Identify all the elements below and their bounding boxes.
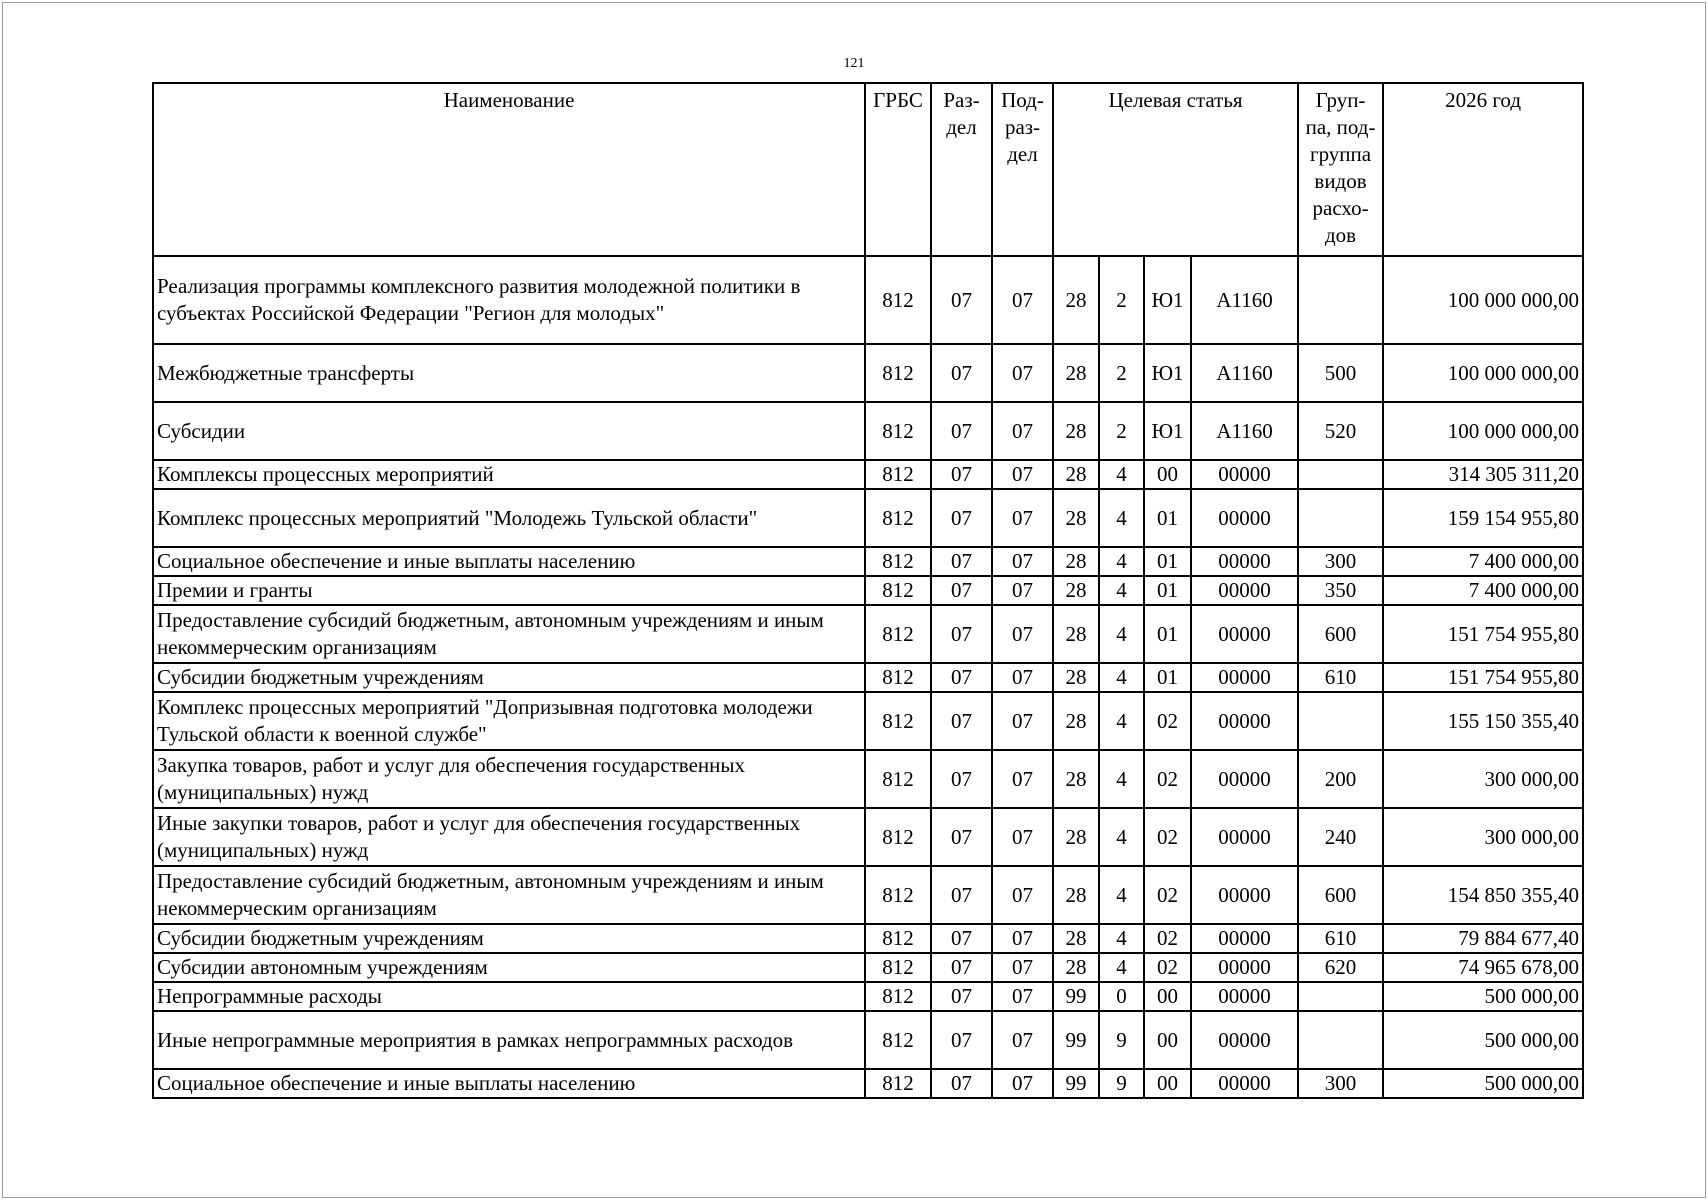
row-name: Комплексы процессных мероприятий (153, 460, 865, 489)
row-target-direction: 00000 (1191, 808, 1298, 866)
row-subsection: 07 (992, 460, 1053, 489)
row-expense-group: 350 (1298, 576, 1383, 605)
row-expense-group: 600 (1298, 605, 1383, 663)
row-section: 07 (931, 692, 992, 750)
row-target-type: 9 (1099, 1011, 1144, 1069)
row-amount: 79 884 677,40 (1383, 924, 1583, 953)
row-target-program: 28 (1053, 344, 1099, 402)
row-amount: 151 754 955,80 (1383, 663, 1583, 692)
row-target-direction: 00000 (1191, 576, 1298, 605)
budget-table (152, 82, 1584, 1099)
row-target-type: 4 (1099, 692, 1144, 750)
row-name: Субсидии (153, 402, 865, 460)
row-amount: 300 000,00 (1383, 808, 1583, 866)
row-expense-group: 610 (1298, 663, 1383, 692)
row-expense-group: 300 (1298, 547, 1383, 576)
row-name: Закупка товаров, работ и услуг для обеспечения государственных (муниципальных) нужд (153, 750, 865, 808)
header-grbs: ГРБС (865, 83, 931, 256)
table-row (153, 576, 1583, 605)
row-section: 07 (931, 750, 992, 808)
row-target-direction: 00000 (1191, 663, 1298, 692)
row-target-direction: 00000 (1191, 750, 1298, 808)
table-row (153, 663, 1583, 692)
row-name: Комплекс процессных мероприятий "Допризывная подготовка молодежи Тульской области к военной службе" (153, 692, 865, 750)
row-target-structural: Ю1 (1144, 402, 1191, 460)
row-expense-group (1298, 256, 1383, 344)
row-grbs: 812 (865, 1069, 931, 1098)
row-target-program: 28 (1053, 489, 1099, 547)
row-target-structural: Ю1 (1144, 344, 1191, 402)
row-target-structural: 02 (1144, 953, 1191, 982)
row-subsection: 07 (992, 953, 1053, 982)
row-amount: 7 400 000,00 (1383, 576, 1583, 605)
row-target-type: 4 (1099, 808, 1144, 866)
row-name: Субсидии автономным учреждениям (153, 953, 865, 982)
row-target-program: 28 (1053, 924, 1099, 953)
row-target-structural: 00 (1144, 1069, 1191, 1098)
table-row (153, 982, 1583, 1011)
row-name: Межбюджетные трансферты (153, 344, 865, 402)
row-grbs: 812 (865, 953, 931, 982)
row-target-program: 28 (1053, 750, 1099, 808)
row-target-structural: 02 (1144, 692, 1191, 750)
row-target-direction: 00000 (1191, 924, 1298, 953)
row-target-program: 28 (1053, 663, 1099, 692)
row-subsection: 07 (992, 982, 1053, 1011)
row-target-type: 4 (1099, 576, 1144, 605)
row-grbs: 812 (865, 692, 931, 750)
table-row (153, 808, 1583, 866)
row-grbs: 812 (865, 808, 931, 866)
row-amount: 100 000 000,00 (1383, 344, 1583, 402)
row-expense-group: 520 (1298, 402, 1383, 460)
row-target-program: 99 (1053, 982, 1099, 1011)
row-target-type: 2 (1099, 256, 1144, 344)
row-amount: 100 000 000,00 (1383, 402, 1583, 460)
row-target-direction: 00000 (1191, 489, 1298, 547)
row-grbs: 812 (865, 344, 931, 402)
row-name: Комплекс процессных мероприятий "Молодежь Тульской области" (153, 489, 865, 547)
header-target: Целевая статья (1053, 83, 1298, 256)
table-body (153, 256, 1583, 1098)
row-amount: 500 000,00 (1383, 1069, 1583, 1098)
row-name: Непрограммные расходы (153, 982, 865, 1011)
row-target-structural: 02 (1144, 808, 1191, 866)
table-row (153, 750, 1583, 808)
row-subsection: 07 (992, 256, 1053, 344)
row-target-direction: 00000 (1191, 982, 1298, 1011)
row-target-type: 4 (1099, 663, 1144, 692)
row-subsection: 07 (992, 866, 1053, 924)
row-target-direction: 00000 (1191, 1069, 1298, 1098)
page-number: 121 (843, 56, 865, 71)
header-group: Груп- па, под- группа видов расхо- дов (1298, 83, 1383, 256)
row-expense-group (1298, 489, 1383, 547)
header-row (153, 83, 1583, 256)
row-expense-group: 620 (1298, 953, 1383, 982)
row-grbs: 812 (865, 1011, 931, 1069)
row-target-program: 28 (1053, 460, 1099, 489)
header-year: 2026 год (1383, 83, 1583, 256)
row-target-structural: 01 (1144, 489, 1191, 547)
row-subsection: 07 (992, 750, 1053, 808)
header-section: Раз- дел (931, 83, 992, 256)
row-target-direction: 00000 (1191, 547, 1298, 576)
table-row (153, 460, 1583, 489)
row-section: 07 (931, 663, 992, 692)
table-row (153, 866, 1583, 924)
row-amount: 7 400 000,00 (1383, 547, 1583, 576)
row-target-direction: 00000 (1191, 866, 1298, 924)
row-grbs: 812 (865, 750, 931, 808)
row-expense-group: 240 (1298, 808, 1383, 866)
row-amount: 154 850 355,40 (1383, 866, 1583, 924)
row-section: 07 (931, 866, 992, 924)
row-subsection: 07 (992, 692, 1053, 750)
row-target-type: 9 (1099, 1069, 1144, 1098)
row-target-direction: 00000 (1191, 1011, 1298, 1069)
row-target-structural: 00 (1144, 982, 1191, 1011)
row-section: 07 (931, 808, 992, 866)
row-target-direction: 00000 (1191, 605, 1298, 663)
row-grbs: 812 (865, 547, 931, 576)
row-target-program: 28 (1053, 866, 1099, 924)
row-expense-group (1298, 1011, 1383, 1069)
row-target-program: 28 (1053, 547, 1099, 576)
row-target-structural: 01 (1144, 547, 1191, 576)
row-target-type: 2 (1099, 402, 1144, 460)
row-grbs: 812 (865, 402, 931, 460)
row-amount: 300 000,00 (1383, 750, 1583, 808)
row-section: 07 (931, 256, 992, 344)
table-row (153, 924, 1583, 953)
row-name: Иные непрограммные мероприятия в рамках непрограммных расходов (153, 1011, 865, 1069)
table-row (153, 1069, 1583, 1098)
row-target-type: 4 (1099, 750, 1144, 808)
table-row (153, 402, 1583, 460)
row-target-direction: А1160 (1191, 256, 1298, 344)
header-subsection: Под- раз- дел (992, 83, 1053, 256)
row-expense-group: 200 (1298, 750, 1383, 808)
row-target-structural: 02 (1144, 750, 1191, 808)
row-target-direction: 00000 (1191, 953, 1298, 982)
row-target-type: 4 (1099, 547, 1144, 576)
row-section: 07 (931, 344, 992, 402)
table-row (153, 692, 1583, 750)
row-target-structural: 02 (1144, 924, 1191, 953)
row-target-program: 99 (1053, 1011, 1099, 1069)
table-row (153, 953, 1583, 982)
row-subsection: 07 (992, 663, 1053, 692)
row-amount: 100 000 000,00 (1383, 256, 1583, 344)
row-target-structural: 02 (1144, 866, 1191, 924)
row-name: Субсидии бюджетным учреждениям (153, 924, 865, 953)
row-section: 07 (931, 576, 992, 605)
row-grbs: 812 (865, 460, 931, 489)
row-section: 07 (931, 924, 992, 953)
row-target-program: 28 (1053, 576, 1099, 605)
row-subsection: 07 (992, 1069, 1053, 1098)
row-target-direction: А1160 (1191, 402, 1298, 460)
row-target-program: 28 (1053, 808, 1099, 866)
row-subsection: 07 (992, 576, 1053, 605)
row-grbs: 812 (865, 982, 931, 1011)
row-target-structural: 00 (1144, 1011, 1191, 1069)
row-target-type: 4 (1099, 605, 1144, 663)
row-subsection: 07 (992, 924, 1053, 953)
row-target-type: 0 (1099, 982, 1144, 1011)
row-expense-group: 500 (1298, 344, 1383, 402)
row-target-type: 4 (1099, 924, 1144, 953)
row-target-program: 28 (1053, 256, 1099, 344)
row-target-program: 99 (1053, 1069, 1099, 1098)
row-target-program: 28 (1053, 953, 1099, 982)
row-expense-group: 300 (1298, 1069, 1383, 1098)
row-subsection: 07 (992, 402, 1053, 460)
row-section: 07 (931, 489, 992, 547)
row-expense-group (1298, 460, 1383, 489)
row-section: 07 (931, 460, 992, 489)
row-subsection: 07 (992, 808, 1053, 866)
row-amount: 155 150 355,40 (1383, 692, 1583, 750)
row-grbs: 812 (865, 866, 931, 924)
row-target-structural: 01 (1144, 576, 1191, 605)
row-expense-group: 610 (1298, 924, 1383, 953)
row-expense-group: 600 (1298, 866, 1383, 924)
row-grbs: 812 (865, 605, 931, 663)
row-section: 07 (931, 953, 992, 982)
row-expense-group (1298, 692, 1383, 750)
row-grbs: 812 (865, 489, 931, 547)
row-section: 07 (931, 1069, 992, 1098)
row-target-type: 4 (1099, 866, 1144, 924)
row-amount: 159 154 955,80 (1383, 489, 1583, 547)
row-target-type: 2 (1099, 344, 1144, 402)
row-subsection: 07 (992, 547, 1053, 576)
row-grbs: 812 (865, 924, 931, 953)
table-row (153, 344, 1583, 402)
row-grbs: 812 (865, 576, 931, 605)
row-target-direction: 00000 (1191, 460, 1298, 489)
row-section: 07 (931, 605, 992, 663)
row-grbs: 812 (865, 256, 931, 344)
row-target-program: 28 (1053, 605, 1099, 663)
row-target-direction: 00000 (1191, 692, 1298, 750)
row-target-type: 4 (1099, 489, 1144, 547)
row-name: Иные закупки товаров, работ и услуг для обеспечения государственных (муниципальных) нужд (153, 808, 865, 866)
row-subsection: 07 (992, 344, 1053, 402)
row-amount: 74 965 678,00 (1383, 953, 1583, 982)
row-target-structural: 01 (1144, 663, 1191, 692)
row-grbs: 812 (865, 663, 931, 692)
row-target-program: 28 (1053, 402, 1099, 460)
row-name: Предоставление субсидий бюджетным, автономным учреждениям и иным некоммерческим организациям (153, 866, 865, 924)
table-row (153, 1011, 1583, 1069)
row-name: Премии и гранты (153, 576, 865, 605)
row-target-type: 4 (1099, 953, 1144, 982)
row-section: 07 (931, 547, 992, 576)
table-row (153, 256, 1583, 344)
row-section: 07 (931, 1011, 992, 1069)
header-name: Наименование (153, 83, 865, 256)
row-name: Реализация программы комплексного развития молодежной политики в субъектах Российской Федерации "Регион для молодых" (153, 256, 865, 344)
row-name: Предоставление субсидий бюджетным, автономным учреждениям и иным некоммерческим организациям (153, 605, 865, 663)
row-name: Социальное обеспечение и иные выплаты населению (153, 547, 865, 576)
row-target-program: 28 (1053, 692, 1099, 750)
table-row (153, 489, 1583, 547)
row-subsection: 07 (992, 1011, 1053, 1069)
row-name: Социальное обеспечение и иные выплаты населению (153, 1069, 865, 1098)
row-amount: 500 000,00 (1383, 982, 1583, 1011)
row-amount: 500 000,00 (1383, 1011, 1583, 1069)
row-target-structural: 01 (1144, 605, 1191, 663)
row-target-type: 4 (1099, 460, 1144, 489)
row-section: 07 (931, 402, 992, 460)
row-target-structural: 00 (1144, 460, 1191, 489)
row-subsection: 07 (992, 489, 1053, 547)
row-subsection: 07 (992, 605, 1053, 663)
row-name: Субсидии бюджетным учреждениям (153, 663, 865, 692)
row-section: 07 (931, 982, 992, 1011)
table-row (153, 547, 1583, 576)
row-amount: 314 305 311,20 (1383, 460, 1583, 489)
row-target-structural: Ю1 (1144, 256, 1191, 344)
row-target-direction: А1160 (1191, 344, 1298, 402)
row-amount: 151 754 955,80 (1383, 605, 1583, 663)
table-row (153, 605, 1583, 663)
row-expense-group (1298, 982, 1383, 1011)
